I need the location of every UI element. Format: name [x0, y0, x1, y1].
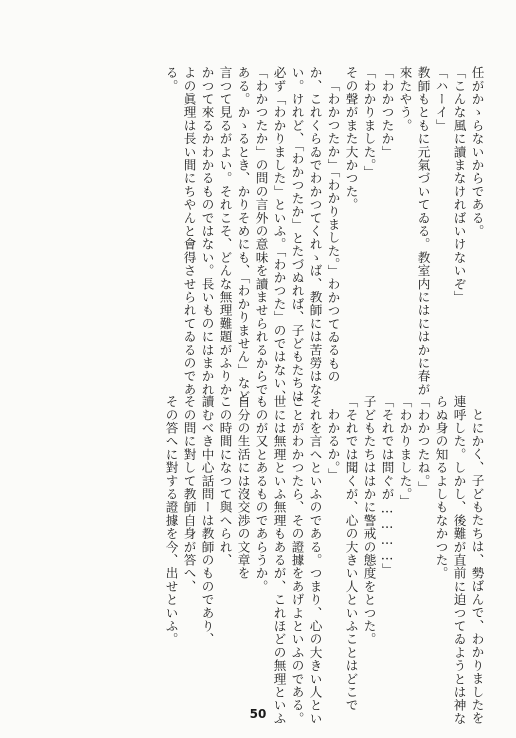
text-column: 任がかゝらないからである。	[469, 66, 485, 238]
text-column: 讀むべき中心話問ーは教師のものであり、	[199, 395, 215, 646]
text-column: 「わかつたね。」	[415, 395, 431, 495]
text-column: ある。かゝるとき、かりそめにも、「わかりません」など	[235, 66, 251, 403]
text-column: ことがわかつたら、その證據をあげよといふのである。	[289, 395, 305, 725]
text-column: 子どもたちははかに警戒の態度をとつた。	[361, 395, 377, 646]
text-column: かつて來るかわかるものではない。長いものにはまかれ	[199, 66, 215, 396]
text-column: それを言へといふのである。つまり、心の大きい人とい	[307, 395, 323, 725]
text-column: 言つて見るがよい。それこそ、どんな無理難題がふりか	[217, 66, 233, 396]
text-column: らぬ身の知るよしもなかつた。	[433, 395, 449, 580]
text-column: 「こんな風に讀まなければいけないぞ」	[451, 66, 467, 304]
text-column: 自分の生活には沒交渉の文章を	[235, 395, 251, 580]
text-column: 「それでは問ぐが…………」	[379, 395, 395, 577]
text-column: とにかく、子どもたちは、勢ばんで、わかりましたを	[469, 408, 485, 725]
text-column: か、これくらゐでわかつてくれゝば、教師には苦勞はな	[307, 66, 323, 396]
text-column: 「わかつたか」	[379, 66, 395, 159]
text-column: 「わかつたか」の問の言外の意味を讀ませられるからで	[253, 66, 269, 396]
text-column: 來たやう。	[397, 66, 413, 132]
text-column: その答へに對する證據を今、出せといふ。	[163, 395, 179, 646]
text-column: 「わかりました。」	[397, 395, 413, 508]
text-column: その聲がまた大かつた。	[343, 66, 359, 212]
text-column: 必ず「わかりました」といふ。「わかつた」のではない、	[271, 66, 287, 403]
text-column: る。	[163, 66, 179, 93]
text-column: 「ハーイ」	[433, 66, 449, 132]
text-column: い。けれど、「わかつたか」とたづぬれば、子どもたちは	[289, 66, 305, 403]
page-number: 50	[249, 707, 267, 721]
text-column: 教師もともに元氣づいてゐる。教室内にはにはかに春が	[415, 66, 431, 396]
text-column: その問に對して教師自身が答へ、	[181, 395, 197, 593]
text-column: わかるか。」	[325, 408, 341, 481]
text-column: よの眞理は長い間にちやんと會得させられてゐるのであ	[181, 66, 197, 396]
text-column: この時間になつて與へられ、	[217, 395, 233, 567]
text-column: 「それでは聞くが、心の大きい人といふことはどこで	[343, 395, 359, 712]
text-column: 「わかつたか」「わかりました。」わかつてゐるもの	[325, 79, 341, 384]
text-column: 「わかりました。」	[361, 66, 377, 179]
text-column: ものが又とあるものであらうか。	[253, 395, 269, 593]
text-column: 連呼した。しかし、後難が直前に迫つてゐようとは神な	[451, 395, 467, 725]
text-column: 世には無理といふ無理もあるが、これほどの無理といふ	[271, 395, 287, 725]
